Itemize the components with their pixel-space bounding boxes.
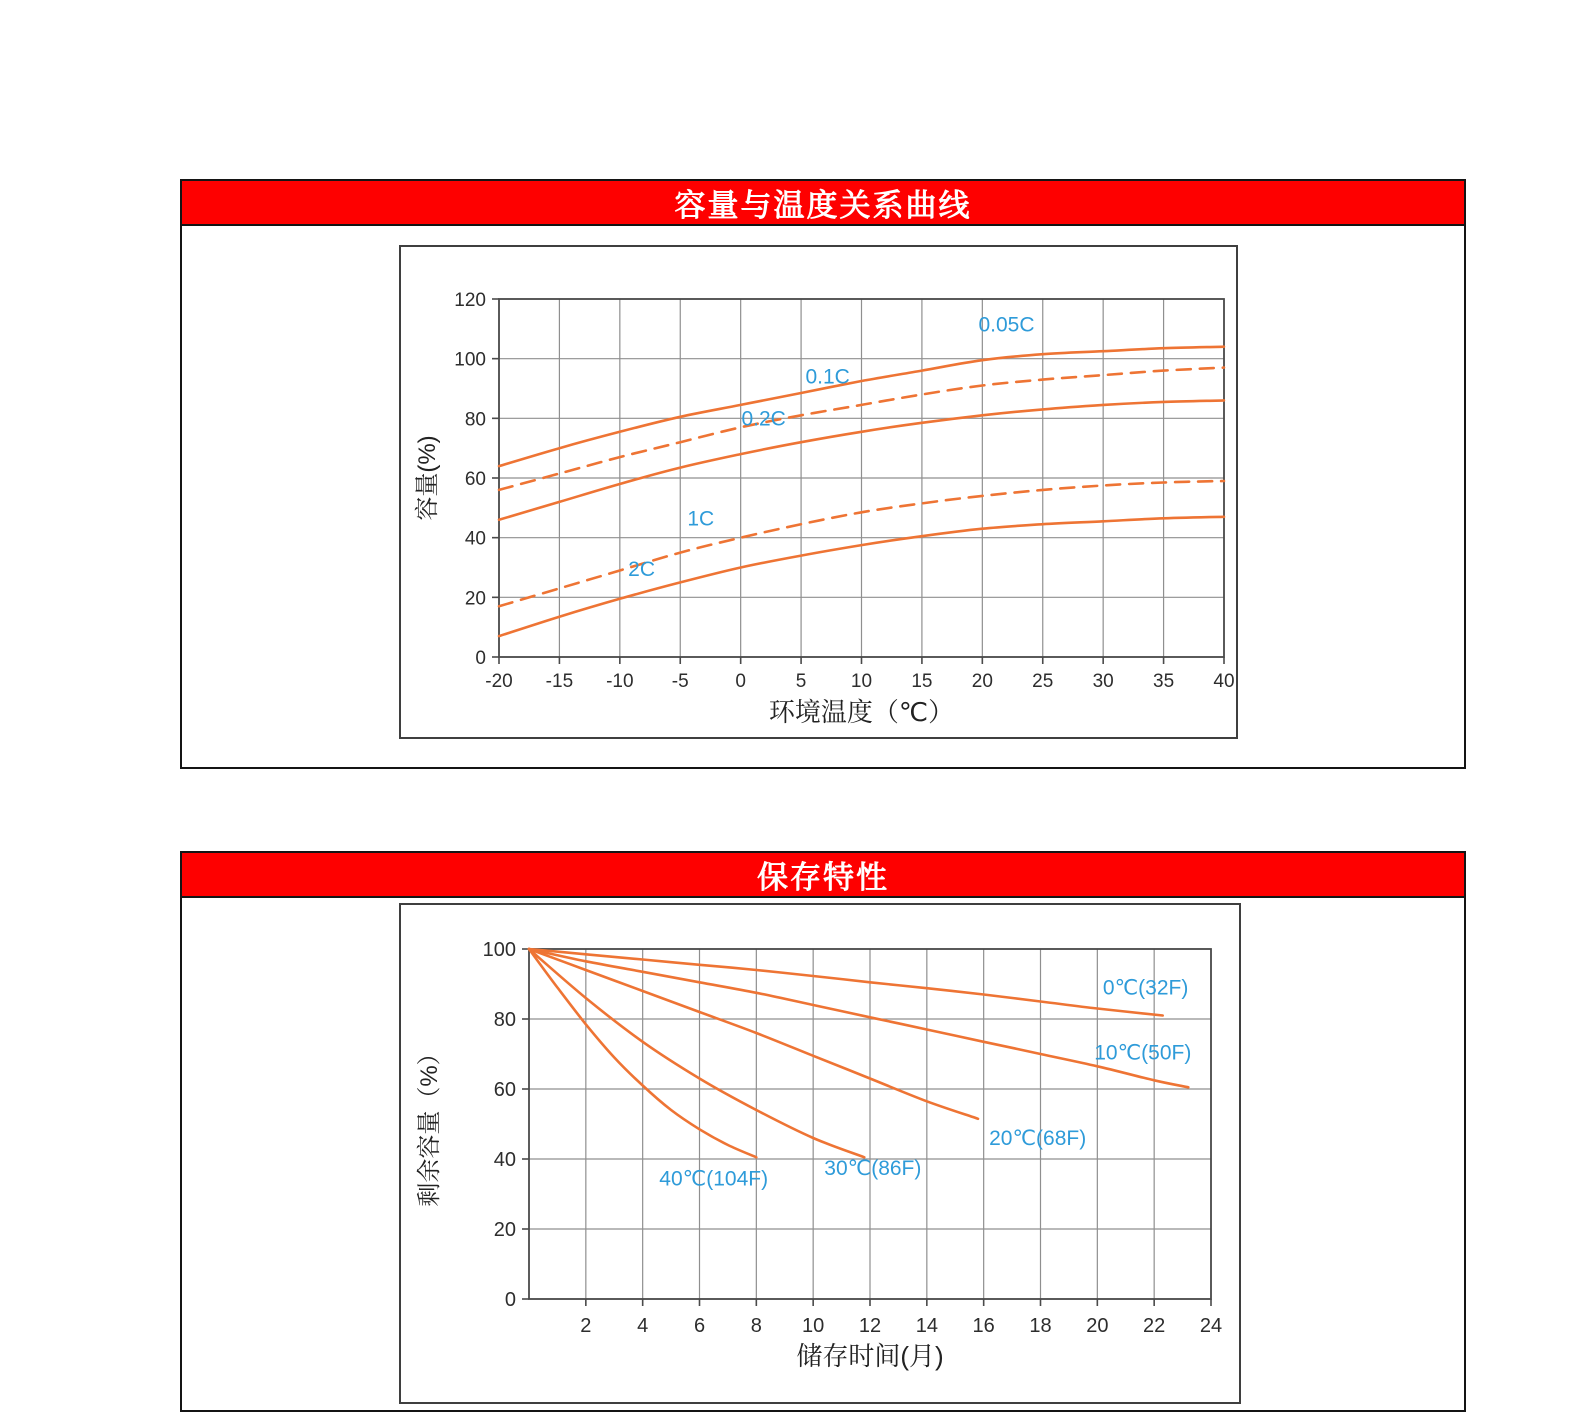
y-tick-label: 0 xyxy=(504,1289,516,1311)
y-tick-label: 60 xyxy=(493,1079,516,1101)
series-label-1C: 1C xyxy=(687,507,715,531)
series-label-0.2C: 0.2C xyxy=(741,407,786,431)
x-tick-label: -5 xyxy=(671,671,689,692)
panel-header-red-bar xyxy=(182,181,1464,226)
x-tick-label: 16 xyxy=(972,1315,995,1337)
y-tick-label: 120 xyxy=(454,290,486,311)
x-tick-label: 0 xyxy=(735,671,746,692)
grid xyxy=(529,949,1211,1299)
y-tick-label: 40 xyxy=(464,528,486,550)
series-label-2C: 2C xyxy=(628,557,656,581)
series-label-30℃(86F): 30℃(86F) xyxy=(824,1156,922,1180)
panel-header-red-bar xyxy=(182,853,1464,898)
x-tick-label: 15 xyxy=(911,671,933,692)
x-tick-label: 40 xyxy=(1213,671,1235,692)
x-tick-label: 24 xyxy=(1199,1315,1223,1337)
series-curve-10℃(50F) xyxy=(529,949,1188,1087)
x-tick-label: 12 xyxy=(858,1315,882,1337)
y-tick-label: 100 xyxy=(482,939,516,961)
x-tick-label: 25 xyxy=(1032,671,1054,692)
y-tick-label: 100 xyxy=(454,349,486,371)
x-tick-label: 35 xyxy=(1153,671,1175,692)
capacity-temperature-chart xyxy=(401,247,1236,737)
x-tick-label: 4 xyxy=(637,1315,649,1337)
x-tick-label: 20 xyxy=(971,671,993,692)
y-tick-label: 80 xyxy=(493,1009,516,1031)
x-tick-label: 8 xyxy=(750,1315,762,1337)
series-label-0.1C: 0.1C xyxy=(805,365,850,389)
capacity-temperature-chart-box xyxy=(399,245,1238,739)
y-tick-label: 20 xyxy=(464,588,486,610)
y-axis-title: 剩余容量（%） xyxy=(416,1041,443,1207)
series-label-20℃(68F): 20℃(68F) xyxy=(989,1127,1087,1150)
x-tick-label: 5 xyxy=(795,671,807,692)
series-label-0℃(32F): 0℃(32F) xyxy=(1102,976,1189,1000)
storage-characteristics-panel xyxy=(180,851,1466,1412)
storage-characteristics-chart xyxy=(401,905,1239,1402)
y-tick-label: 0 xyxy=(475,648,486,669)
y-tick-label: 20 xyxy=(493,1219,516,1241)
panel-title: 保存特性 xyxy=(757,860,889,895)
y-axis-title: 容量(%) xyxy=(414,435,441,521)
capacity-temperature-panel xyxy=(180,179,1466,769)
y-tick-label: 40 xyxy=(493,1149,516,1171)
x-tick-label: 10 xyxy=(802,1315,825,1337)
x-tick-label: 14 xyxy=(915,1315,938,1337)
series-curve-0℃(32F) xyxy=(529,949,1163,1016)
x-axis-title: 环境温度（℃） xyxy=(768,697,955,727)
x-tick-label: 20 xyxy=(1086,1315,1109,1337)
storage-characteristics-chart-box xyxy=(399,903,1241,1404)
series-label-40℃(104F): 40℃(104F) xyxy=(659,1167,769,1191)
x-axis-title: 储存时间(月) xyxy=(796,1341,944,1371)
x-tick-label: 2 xyxy=(580,1315,592,1337)
series-label-10℃(50F): 10℃(50F) xyxy=(1094,1041,1192,1065)
panel-title: 容量与温度关系曲线 xyxy=(674,188,972,223)
x-tick-label: 18 xyxy=(1029,1315,1052,1337)
x-tick-label: 6 xyxy=(693,1315,706,1337)
x-tick-label: -20 xyxy=(485,671,513,692)
series-label-0.05C: 0.05C xyxy=(978,313,1035,337)
x-tick-label: -15 xyxy=(545,671,574,692)
x-tick-label: 10 xyxy=(850,671,873,692)
y-tick-label: 80 xyxy=(464,409,486,431)
series-curve-20℃(68F) xyxy=(529,949,978,1119)
x-tick-label: 22 xyxy=(1143,1315,1166,1337)
x-tick-label: 30 xyxy=(1092,671,1114,692)
x-tick-label: -10 xyxy=(606,671,634,692)
y-tick-label: 60 xyxy=(464,469,486,490)
